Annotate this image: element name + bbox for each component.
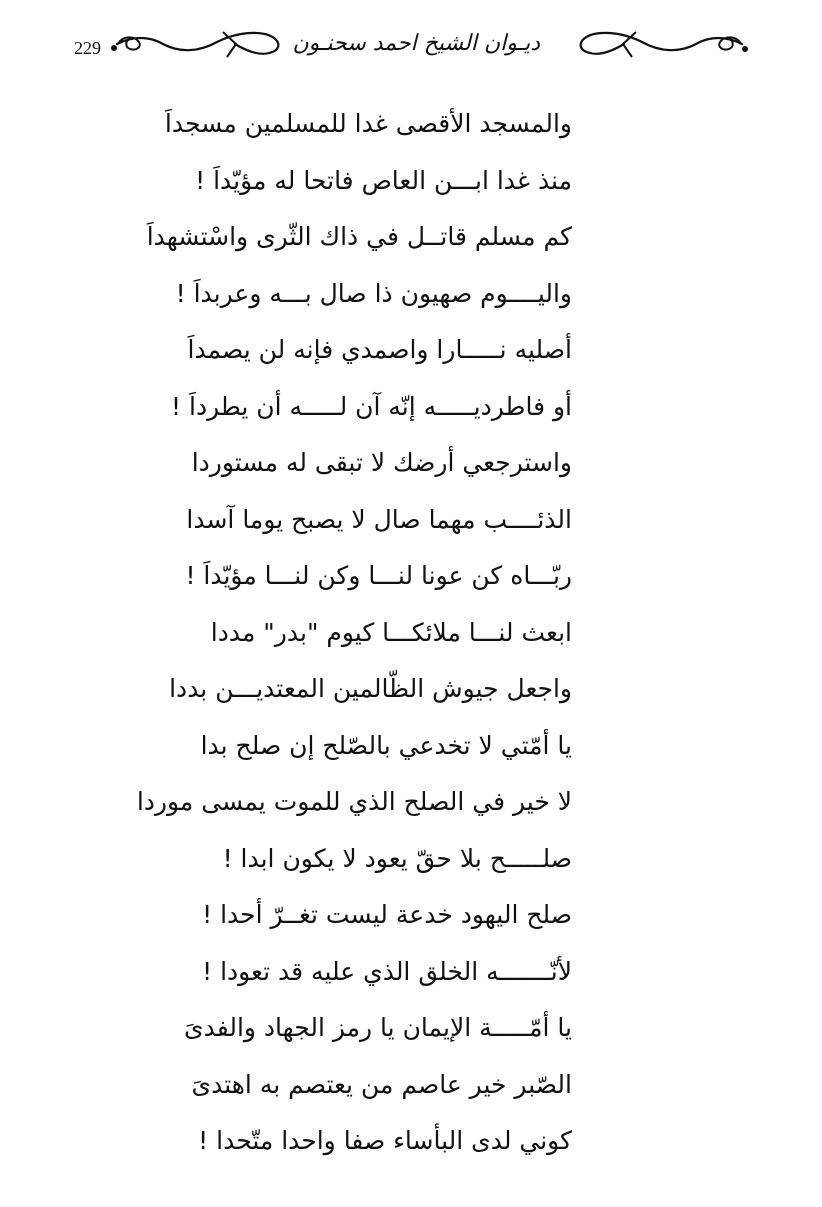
poem-verse: صلـــــح بلا حقّ يعود لا يكون ابدا ! (222, 843, 572, 873)
poem-verse: ربّـــاه كن عونا لنـــا وكن لنـــا مؤيّداَ ! (185, 561, 572, 590)
poem-verse: كم مسلم قاتــل في ذاك الثّرى واسْتشهداَ (146, 222, 572, 251)
poem-verse: واليــــوم صهيون ذا صال بـــه وعربداَ ! (175, 278, 572, 308)
poem-verse: الذئــــب مهما صال لا يصبح يوما آسدا (186, 504, 572, 534)
poem-verse: أو فاطرديـــــه إنّه آن لـــــه أن يطرداَ ! (171, 391, 572, 421)
poem-verse: صلح اليهود خدعة ليست تغــرّ أحدا ! (202, 900, 572, 929)
poem-verse: ابعث لنـــا ملائكـــا كيوم "بدر" مددا (210, 617, 572, 647)
poem-verse: يا أمّتي لا تخدعي بالصّلح إن صلح بدا (200, 730, 572, 760)
poem-verse: والمسجد الأقصى غدا للمسلمين مسجداَ (164, 109, 572, 138)
poem-verse: أصليه نـــــارا واصمدي فإنه لن يصمداَ (187, 335, 572, 364)
page-number: 229 (74, 38, 101, 58)
poem-verse: لأنّـــــــه الخلق الذي عليه قد تعودا ! (202, 956, 572, 986)
running-header (0, 18, 822, 78)
poem-verse: الصّبر خير عاصم من يعتصم به اهتدىَ (191, 1069, 572, 1099)
book-title: ديـوان الشيخ احمد سحنـون (292, 31, 540, 56)
poem-verse: منذ غدا ابـــن العاص فاتحا له مؤيّداَ ! (195, 165, 572, 195)
poem-verse: كوني لدى البأساء صفا واحدا متّحدا ! (198, 1126, 572, 1155)
flourish-ornament-icon (115, 20, 285, 62)
poem-verse: واسترجعي أرضك لا تبقى له مستوردا (191, 448, 572, 477)
flourish-ornament-icon (574, 20, 744, 62)
poem-verse: واجعل جيوش الظّالمين المعتديـــن بددا (169, 674, 572, 703)
poem-verse: لا خير في الصلح الذي للموت يمسى موردا (136, 787, 572, 816)
poem-verse: يا أمّـــــة الإيمان يا رمز الجهاد والفدىَ (184, 1013, 572, 1042)
bullet-dot (742, 46, 748, 52)
poem-body (136, 96, 572, 1170)
